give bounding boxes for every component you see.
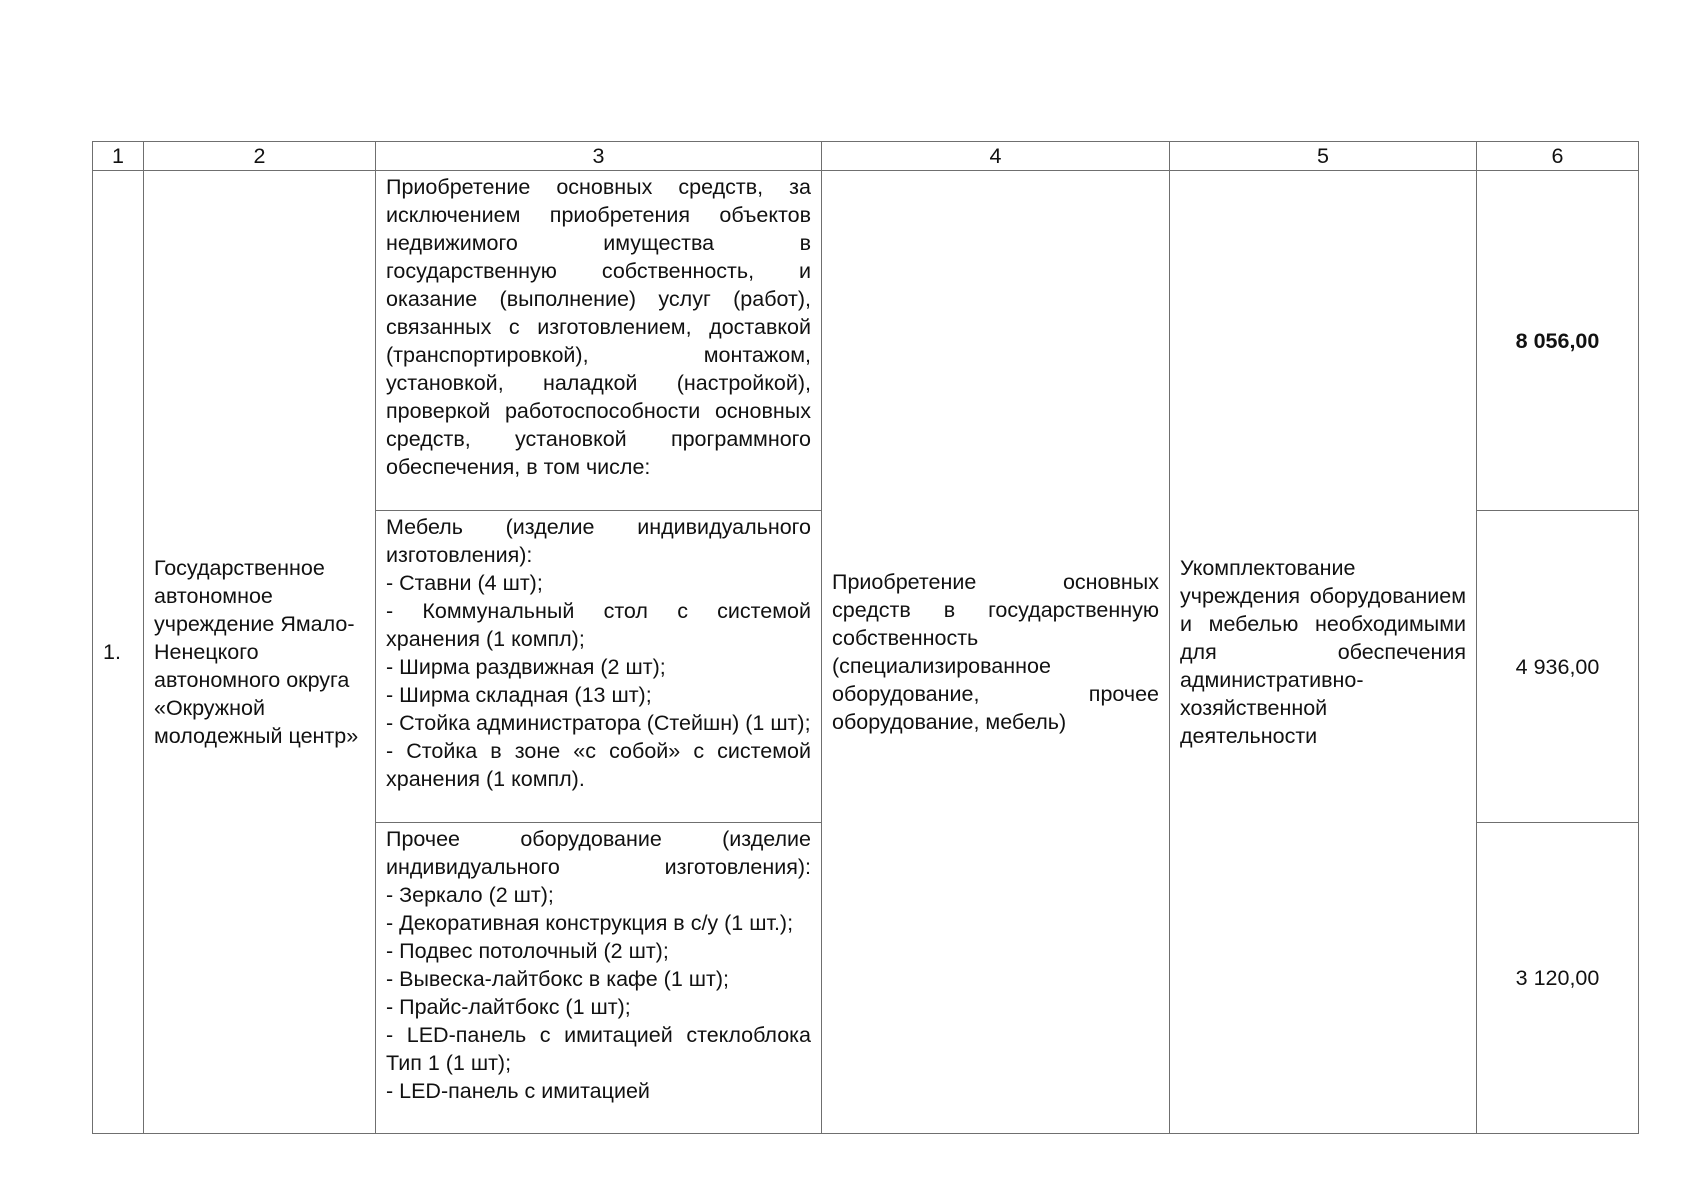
organization-name: Государственное автономное учреждение Ямало-Ненецкого автономного округа «Окружной молодежный центр»	[144, 171, 376, 1134]
furniture-line-1: - Ставни (4 шт);	[386, 571, 543, 595]
furniture-line-5: - Стойка администратора (Стейшн) (1 шт);	[386, 711, 811, 735]
header-cell-5: 5	[1170, 142, 1477, 171]
row-number: 1.	[93, 171, 144, 1134]
goal-text: Укомплектование учреждения оборудованием и мебелью необходимыми для обеспечения административно-хозяйственной деятельности	[1170, 171, 1477, 1134]
budget-table	[92, 141, 1639, 1134]
furniture-line-3: - Ширма раздвижная (2 шт);	[386, 655, 666, 679]
equipment-line-6: - LED-панель с имитацией стеклоблока Тип 1 (1 шт);	[386, 1023, 811, 1075]
equipment-line-4: - Вывеска-лайтбокс в кафе (1 шт);	[386, 967, 729, 991]
furniture-line-0: Мебель (изделие индивидуального изготовления):	[386, 515, 811, 567]
amount-total: 8 056,00	[1477, 171, 1639, 511]
header-cell-1: 1	[93, 142, 144, 171]
amount-equipment: 3 120,00	[1477, 823, 1639, 1134]
amount-furniture: 4 936,00	[1477, 511, 1639, 823]
header-cell-6: 6	[1477, 142, 1639, 171]
equipment-line-3: - Подвес потолочный (2 шт);	[386, 939, 669, 963]
equipment-line-2: - Декоративная конструкция в с/у (1 шт.);	[386, 911, 794, 935]
header-cell-4: 4	[822, 142, 1170, 171]
furniture-line-6: - Стойка в зоне «с собой» с системой хранения (1 компл).	[386, 739, 811, 791]
header-cell-2: 2	[144, 142, 376, 171]
description-furniture	[376, 511, 822, 823]
equipment-line-5: - Прайс-лайтбокс (1 шт);	[386, 995, 631, 1019]
furniture-line-4: - Ширма складная (13 шт);	[386, 683, 652, 707]
header-cell-3: 3	[376, 142, 822, 171]
table-row	[93, 171, 1639, 511]
description-main: Приобретение основных средств, за исключением приобретения объектов недвижимого имущества в государственную собственность, и оказание (выполнение) услуг (работ), связанных с изготовлением, доставкой (транспортировкой), монтажом, установкой, наладкой (настройкой), проверкой работоспособности основных средств, установкой программного обеспечения, в том числе:	[376, 171, 822, 511]
purpose-text: Приобретение основных средств в государственную собственность (специализированное оборудование, прочее оборудование, мебель)	[822, 171, 1170, 1134]
description-equipment	[376, 823, 822, 1134]
furniture-line-2: - Коммунальный стол с системой хранения (1 компл);	[386, 599, 811, 651]
equipment-line-7: - LED-панель с имитацией	[386, 1079, 650, 1103]
equipment-line-0: Прочее оборудование (изделие индивидуального изготовления):	[386, 827, 811, 879]
header-row	[93, 142, 1639, 171]
equipment-line-1: - Зеркало (2 шт);	[386, 883, 554, 907]
